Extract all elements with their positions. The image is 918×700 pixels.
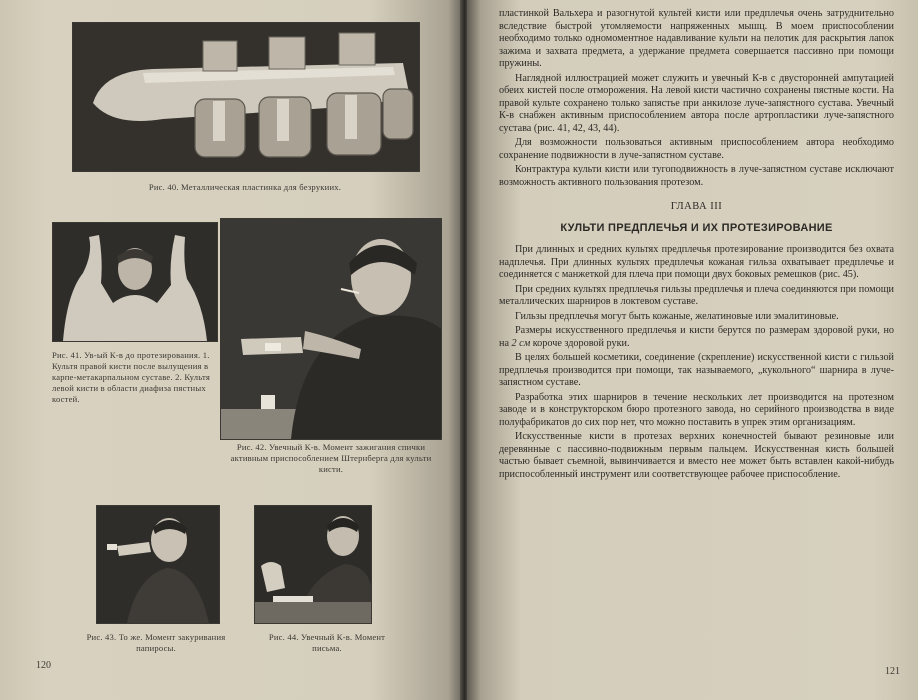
paragraph: Гильзы предплечья могут быть кожаные, желатиновые или эмалитиновые. (515, 310, 839, 322)
figure-43-caption: Рис. 43. То же. Момент закуривания папиросы. (86, 632, 226, 653)
figure-42-photo (220, 218, 442, 440)
patient-raised-arms-illustration (53, 223, 217, 341)
chapter-title: КУЛЬТИ ПРЕДПЛЕЧЬЯ И ИХ ПРОТЕЗИРОВАНИЕ (560, 221, 833, 234)
patient-lighting-match-illustration (221, 219, 441, 439)
paragraph: Для возможности пользоваться активным приспособлением автора необходимо сохранение подвижности в луче-запястном суставе. (499, 137, 894, 161)
figure-40-caption: Рис. 40. Металлическая пластинка для безрукиих. (148, 182, 342, 192)
figure-42-caption: Рис. 42. Увечный К-в. Момент зажигания спички активным приспособлением Штернберга для культи кисти. (230, 442, 432, 474)
figure-40-photo (72, 22, 420, 172)
figure-41-caption: Рис. 41. Ув-ый К-в до протезирования. 1. Культя правой кисти после вылущения в карпе-метакарпальном суставе. 2. Культя левой кисти в области диафиза пястных костей. (52, 350, 211, 404)
size-text-start: Размеры искусственного предплечья и кисти берутся по размерам здоровой руки, но на (499, 325, 894, 349)
metal-plate-illustration (73, 23, 419, 171)
paragraph: Разработка этих шарниров в течение нескольких лет производится на протезном заводе и в конструкторском бюро протезного завода, но серийного производства в виде полуфабрикатов до сих пор нет, что можно поставить в упрек этим организациям. (499, 391, 894, 428)
size-text-end: короче здоровой руки. (530, 337, 630, 349)
chapter-label: ГЛАВА III (670, 201, 723, 212)
size-value: 2 см (511, 337, 531, 349)
paragraph: Контрактура культи кисти или тугоподвижность в луче-запястном суставе исключают возможность активного пользования протезом. (499, 164, 894, 188)
figure-44-photo (254, 505, 372, 624)
paragraph-sizes (499, 325, 894, 350)
paragraph: пластинкой Вальхера и разогнутой культей кисти или предплечья очень затруднительно вследствие быстрой утомляемости напряженных мышц. В моем приспособлении необходимо только одномоментное надавливание культи на пелотик для раскрытия лапок зажима и захвата предмета, а удержание предмета совершается пассивно при помощи пружины. (499, 8, 894, 69)
paragraph: В целях большей косметики, соединение (скрепление) искусственной кисти с гильзой предплечья производится при помощи, так называемого, „кукольного“ шарнира в луче-запястном суставе. (499, 352, 894, 388)
paragraph: Искусственные кисти в протезах верхних конечностей бывают резиновые или деревянные с пассивно-подвижным первым пальцем. Искусственная кисть большей частью бывает съемной, вывинчивается и вместо нее может быть вставлен какой-нибудь приспособленный инструмент или соответствующее рабочее приспособление. (499, 431, 894, 480)
right-page (467, 0, 918, 700)
figure-41-photo (52, 222, 218, 342)
patient-writing-illustration (255, 506, 371, 623)
page-number-right: 121 (885, 666, 900, 677)
paragraph: Наглядной иллюстрацией может служить и увечный К-в с двусторонней ампутацией обеих кистей после отморожения. На левой кисти частично сохранены пястные кости. На правой культе сохранено только запястье при анкилозе луче-запястного сустава. Увечный К-в снабжен активным приспособлением автора после артропластики луче-запястного сустава (рис. 41, 42, 43, 44). (499, 72, 894, 134)
paragraph: При длинных и средних культях предплечья протезирование производится без охвата надплечья. При длинных культях предплечья кожаная гильза охватывает предплечье и соединяется с манжеткой для плеча при помощи двух боковых ремешков (рис. 45). (499, 244, 894, 280)
figure-44-caption: Рис. 44. Увечный К-в. Момент письма. (268, 632, 386, 653)
right-page-text (499, 8, 894, 483)
paragraph: При средних культях предплечья гильзы предплечья и плеча соединяются при помощи металлических шарниров в локтевом суставе. (499, 283, 894, 307)
page-number-left: 120 (36, 660, 51, 671)
patient-smoking-illustration (97, 506, 219, 623)
figure-43-photo (96, 505, 220, 624)
